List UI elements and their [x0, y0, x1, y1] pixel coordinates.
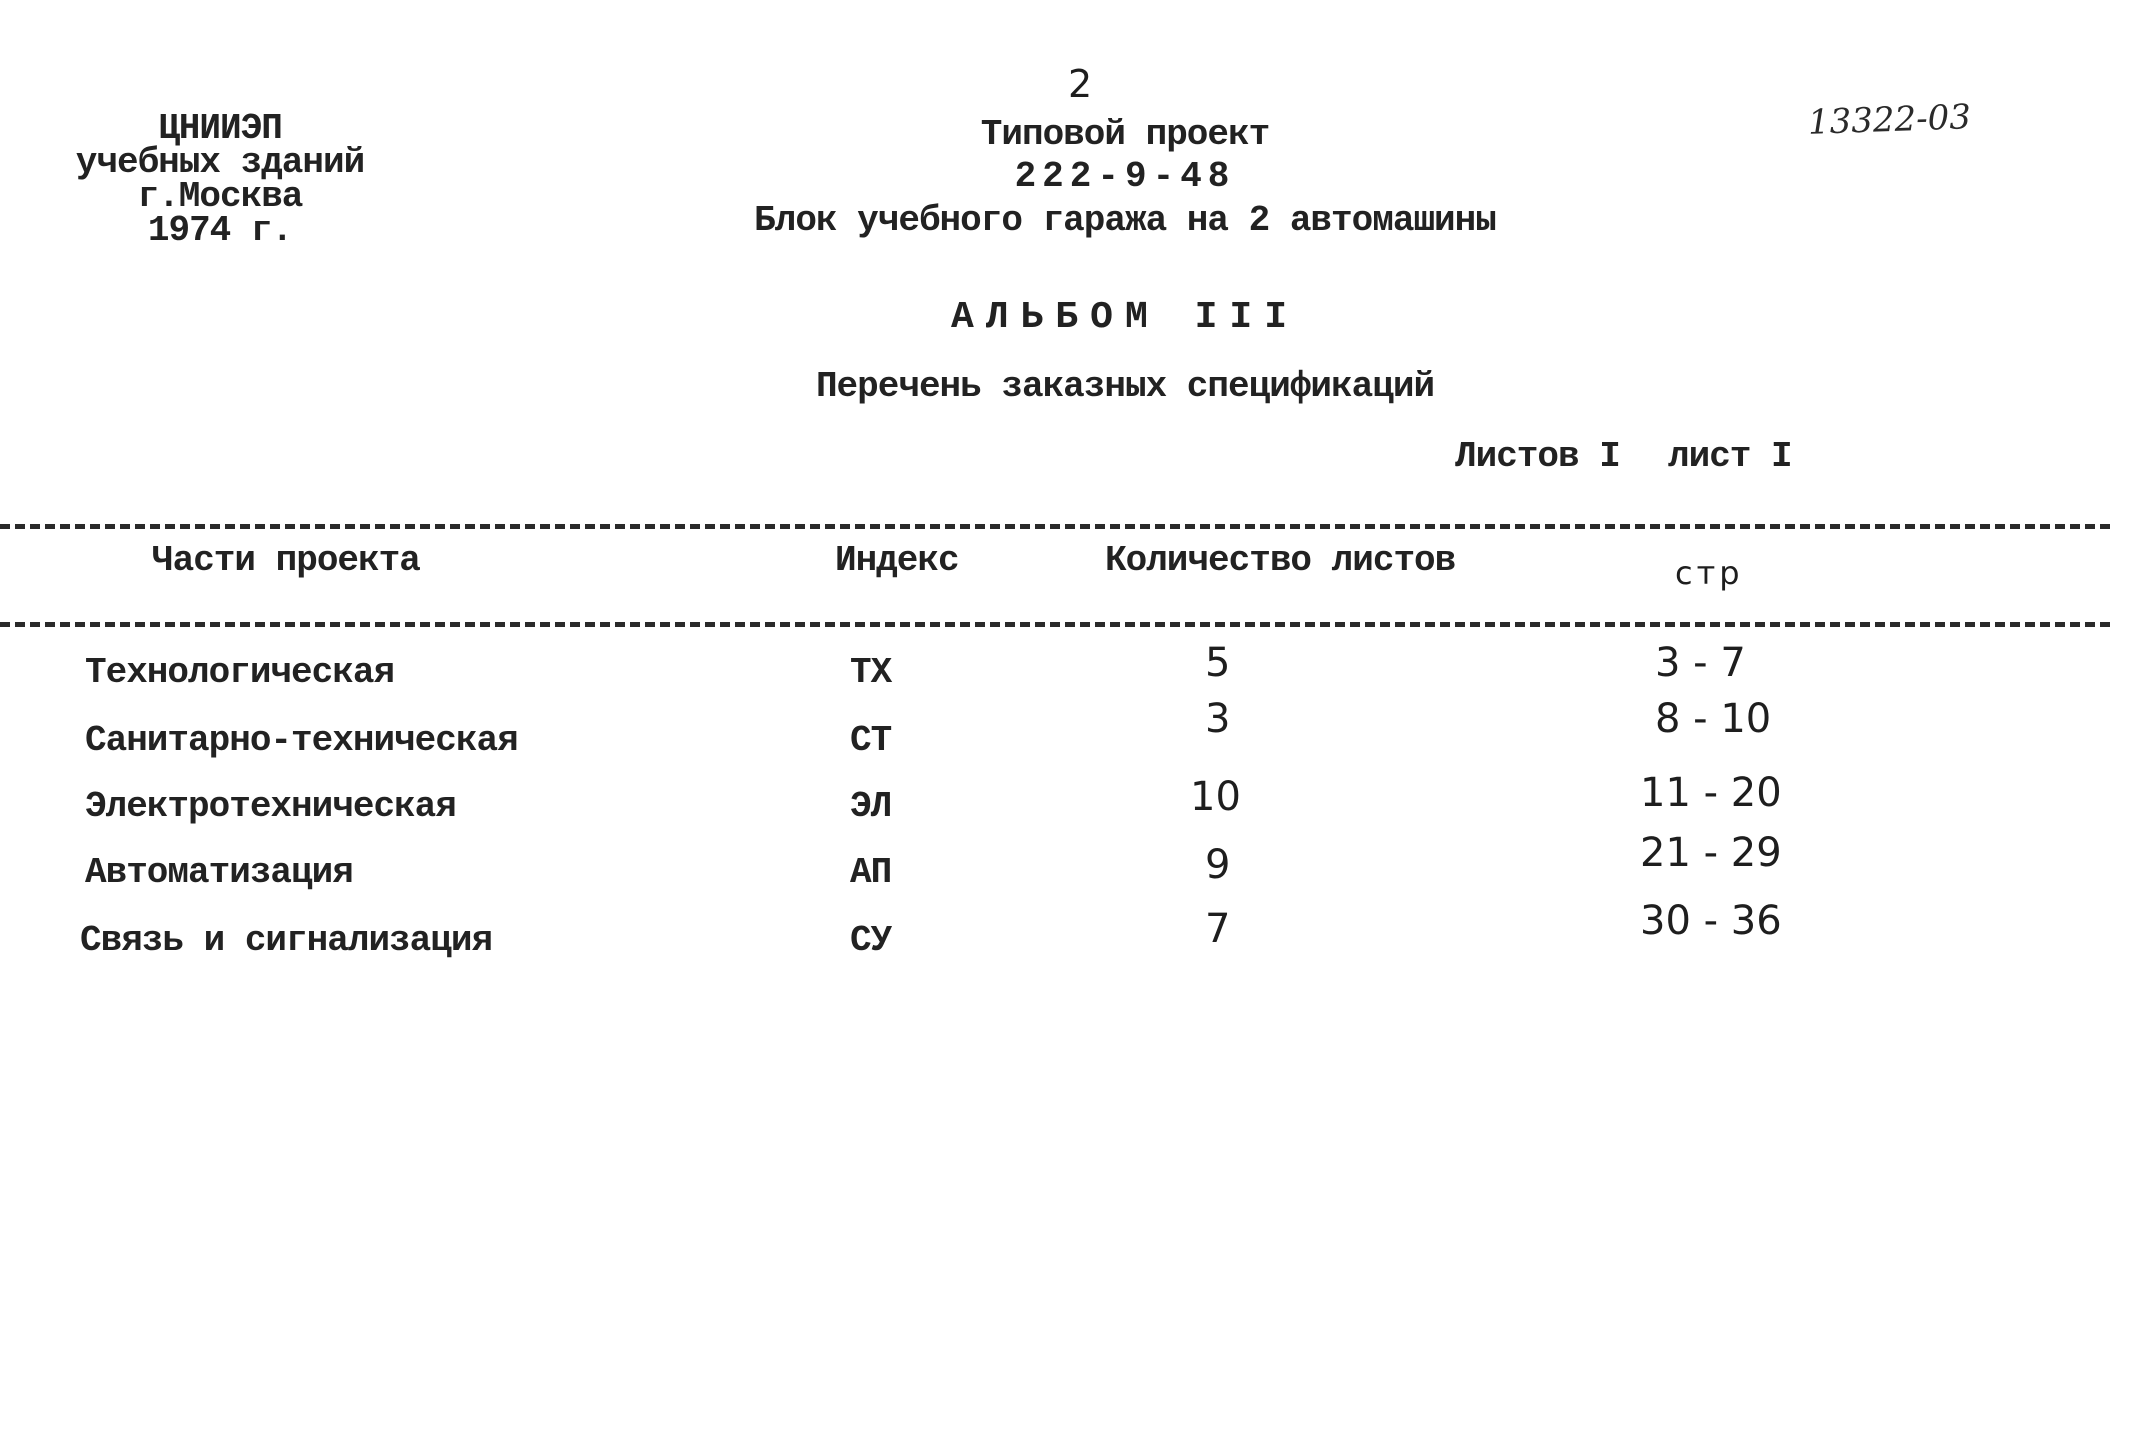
organization-block — [60, 108, 380, 251]
sheets-current: лист I — [1668, 436, 1792, 477]
row-sheet-count: 7 — [1205, 906, 1231, 952]
organization-name: ЦНИИЭП — [158, 108, 282, 149]
row-part-name: Связь и сигнализация — [80, 920, 493, 961]
organization-year: 1974 г. — [147, 210, 293, 251]
row-sheet-count: 10 — [1190, 774, 1241, 820]
project-type-label: Типовой проект — [980, 114, 1270, 155]
row-index: СУ — [850, 920, 892, 961]
header-pages: стр — [1675, 554, 1744, 592]
row-sheet-count: 5 — [1205, 640, 1231, 686]
row-page-range: 21 - 29 — [1640, 830, 1782, 876]
header-part: Части проекта — [152, 540, 420, 581]
row-part-name: Санитарно-техническая — [85, 720, 518, 761]
row-part-name: Автоматизация — [85, 852, 353, 893]
table-header-rule — [0, 622, 2110, 627]
row-part-name: Технологическая — [85, 652, 395, 693]
row-part-name: Электротехническая — [85, 786, 456, 827]
row-index: АП — [850, 852, 892, 893]
row-page-range: 30 - 36 — [1640, 898, 1782, 944]
page-number: 2 — [1068, 62, 1093, 106]
reference-number: 13322-03 — [1807, 97, 1972, 143]
album-subtitle: Перечень заказных спецификаций — [815, 366, 1435, 407]
row-index: ТХ — [850, 652, 892, 693]
sheets-total: Листов I — [1455, 436, 1620, 477]
row-page-range: 3 - 7 — [1655, 640, 1746, 686]
album-title: АЛЬБОМ III — [950, 296, 1300, 339]
header-count: Количество листов — [1105, 540, 1456, 581]
row-page-range: 8 - 10 — [1655, 696, 1772, 742]
row-page-range: 11 - 20 — [1640, 770, 1782, 816]
row-sheet-count: 9 — [1205, 842, 1231, 888]
table-top-rule — [0, 524, 2110, 529]
project-title: Блок учебного гаража на 2 автомашины — [754, 200, 1496, 241]
row-index: СТ — [850, 720, 892, 761]
organization-city: г.Москва — [137, 176, 303, 217]
organization-department: учебных зданий — [75, 142, 365, 183]
project-number: 222-9-48 — [1014, 156, 1236, 197]
row-index: ЭЛ — [850, 786, 892, 827]
header-index: Индекс — [835, 540, 959, 581]
row-sheet-count: 3 — [1205, 696, 1231, 742]
